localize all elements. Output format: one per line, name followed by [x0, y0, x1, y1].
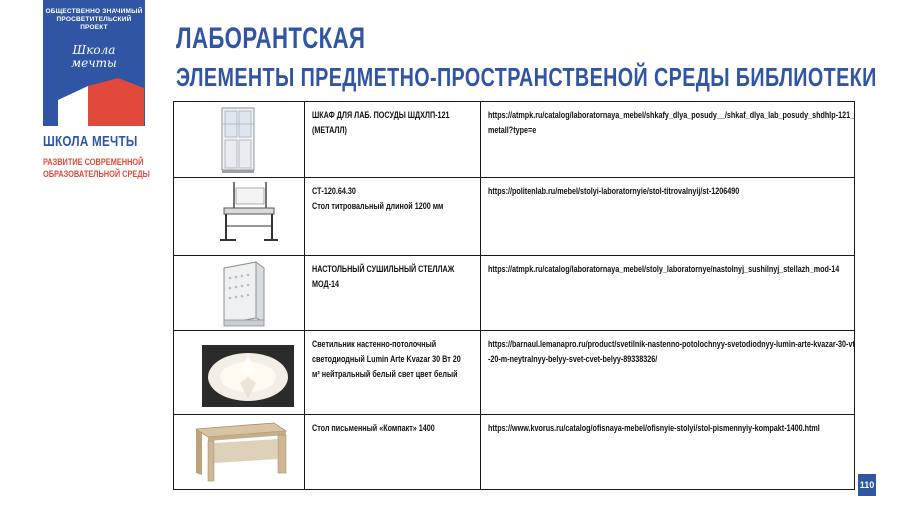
item-name-cell [305, 415, 481, 490]
table-row [174, 102, 854, 178]
item-name: Светильник настенно-потолочный светодиодный Lumin Arte Kvazar 30 Вт 20 м² нейтральный белый свет цвет белый [312, 339, 461, 379]
item-image-cell [174, 178, 305, 255]
item-link-cell [481, 256, 854, 330]
item-name-cell [305, 331, 481, 414]
brand-name: ШКОЛА МЕЧТЫ [43, 133, 138, 150]
drying-rack-icon [174, 256, 305, 331]
item-name: Стол письменный «Компакт» 1400 [312, 423, 435, 433]
item-image-cell [174, 331, 305, 414]
brand-logo-script [43, 44, 145, 70]
titration-table-icon [174, 178, 305, 256]
ceiling-lamp-icon [174, 331, 305, 415]
item-link[interactable]: https://barnaul.lemanapro.ru/product/svetilnik-nastenno-potolochnyy-svetodiodnyy-lumin-arte-kvazar-30-vt-20-m-neytralnyy-belyy-svet-cvet-belyy-89338326/ [488, 339, 855, 364]
page-number: 110 [858, 474, 876, 496]
item-name: НАСТОЛЬНЫЙ СУШИЛЬНЫЙ СТЕЛЛАЖ МОД-14 [312, 264, 455, 289]
brand-tagline-line2: ПРОСВЕТИТЕЛЬСКИЙ ПРОЕКТ [56, 16, 132, 31]
item-link[interactable]: https://atmpk.ru/catalog/laboratornaya_mebel/stoly_laboratornye/nastolnyj_sushilnyj_stellazh_mod-14 [488, 264, 840, 274]
item-image-cell [174, 256, 305, 330]
brand-tagline-line1: ОБЩЕСТВЕННО ЗНАЧИМЫЙ [45, 8, 143, 15]
item-name-cell [305, 256, 481, 330]
item-link-cell [481, 178, 854, 255]
brand-subtitle-line2: ОБРАЗОВАТЕЛЬНОЙ СРЕДЫ [43, 169, 150, 179]
equipment-table [173, 101, 855, 490]
item-link-cell [481, 331, 854, 414]
glass-cabinet-icon [174, 102, 305, 178]
item-name: СТ-120.64.30 Стол титровальный длиной 1200 мм [312, 186, 444, 211]
item-link[interactable]: https://politenlab.ru/mebel/stolyi-laboratornyie/stol-titrovalnyij/st-1206490 [488, 186, 740, 196]
brand-subtitle [43, 156, 158, 180]
item-name-cell [305, 178, 481, 255]
brand-logo-block [43, 0, 145, 126]
brand-logo-line1: Школа [72, 43, 116, 57]
writing-desk-icon [174, 415, 305, 490]
table-row [174, 178, 854, 256]
item-link-cell [481, 415, 854, 490]
item-link[interactable]: https://www.kvorus.ru/catalog/ofisnaya-mebel/ofisnyie-stolyi/stol-pismennyiy-kompakt-1400.html [488, 423, 820, 433]
item-link[interactable]: https://atmpk.ru/catalog/laboratornaya_mebel/shkafy_dlya_posudy__/shkaf_dlya_lab_posudy_shdhlp-121_metall?type=e [488, 110, 855, 135]
table-row [174, 256, 854, 331]
page-subtitle: ЭЛЕМЕНТЫ ПРЕДМЕТНО-ПРОСТРАНСТВЕНОЙ СРЕДЫ БИБЛИОТЕКИ [176, 62, 877, 92]
item-image-cell [174, 415, 305, 490]
page-title: ЛАБОРАНТСКАЯ [176, 22, 366, 55]
item-link-cell [481, 102, 854, 177]
house-icon [58, 78, 144, 126]
item-image-cell [174, 102, 305, 177]
brand-tagline [43, 8, 145, 32]
brand-logo-line2: мечты [71, 56, 117, 70]
brand-subtitle-line1: РАЗВИТИЕ СОВРЕМЕННОЙ [43, 157, 144, 167]
item-name-cell [305, 102, 481, 177]
table-row [174, 415, 854, 490]
table-row [174, 331, 854, 415]
item-name: ШКАФ ДЛЯ ЛАБ. ПОСУДЫ ШДХЛП-121 (МЕТАЛЛ) [312, 110, 450, 135]
